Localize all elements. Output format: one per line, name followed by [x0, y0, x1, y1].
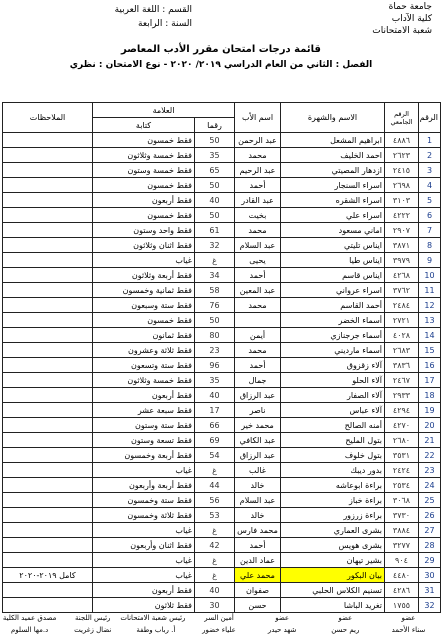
row-notes [3, 163, 93, 178]
signature-name: شهد حيدر [267, 626, 297, 634]
row-father-name: خالد [235, 478, 281, 493]
row-seq: 20 [419, 418, 441, 433]
row-notes [3, 208, 93, 223]
row-father-name: عبد السلام [235, 238, 281, 253]
row-father-name: عبد المعين [235, 283, 281, 298]
table-row [3, 583, 441, 598]
row-father-name: يحيى [235, 253, 281, 268]
row-father-name: عبد السلام [235, 493, 281, 508]
row-seq: 16 [419, 358, 441, 373]
table-row [3, 523, 441, 538]
row-notes [3, 463, 93, 478]
row-notes [3, 403, 93, 418]
row-student-name: تغريد الباشا [281, 598, 385, 613]
row-student-id: ٤٢٢٢ [385, 208, 419, 223]
page-title: قائمة درجات امتحان مقرر الأدب المعاصر [121, 44, 321, 55]
row-student-name: أسماء جرجنازي [281, 328, 385, 343]
col-words-header: كتابة [93, 118, 195, 133]
row-seq: 12 [419, 298, 441, 313]
row-student-id: ٢٤٢٤ [385, 463, 419, 478]
row-father-name: حسن [235, 598, 281, 613]
row-seq: 19 [419, 403, 441, 418]
signature-role: عضو [401, 614, 416, 622]
row-seq: 22 [419, 448, 441, 463]
row-mark-digits: 40 [195, 193, 235, 208]
row-mark-words: فقط خمسة وثلاثون [93, 373, 195, 388]
row-student-name: اسراء عرواني [281, 283, 385, 298]
row-notes [3, 328, 93, 343]
table-row [3, 418, 441, 433]
row-seq: 27 [419, 523, 441, 538]
row-father-name: خالد [235, 508, 281, 523]
signature-name: سناء الأحمد [391, 626, 426, 634]
signature-role: مصدق عميد الكلية [2, 614, 57, 622]
row-notes [3, 598, 93, 613]
row-student-name: بتول خلوف [281, 448, 385, 463]
row-student-id: ٣٠٦٨ [385, 493, 419, 508]
table-row [3, 223, 441, 238]
row-mark-words: فقط ستة وتسعون [93, 358, 195, 373]
row-notes [3, 283, 93, 298]
table-row [3, 133, 441, 148]
row-mark-digits: 76 [195, 298, 235, 313]
table-row [3, 373, 441, 388]
row-seq: 21 [419, 433, 441, 448]
row-student-name: آلاء عباس [281, 403, 385, 418]
row-notes [3, 508, 93, 523]
row-father-name: ناصر [235, 403, 281, 418]
row-mark-digits: 17 [195, 403, 235, 418]
table-row [3, 283, 441, 298]
row-mark-words: فقط أربعة وخمسون [93, 448, 195, 463]
row-student-name: براءة خباز [281, 493, 385, 508]
row-seq: 23 [419, 463, 441, 478]
row-seq: 8 [419, 238, 441, 253]
row-mark-words: غياب [93, 568, 195, 583]
row-student-name: آلاء زقزوق [281, 358, 385, 373]
row-mark-digits: 42 [195, 538, 235, 553]
table-row [3, 253, 441, 268]
row-student-id: ٢٤٨٤ [385, 298, 419, 313]
row-mark-words: فقط ثمانون [93, 328, 195, 343]
row-father-name: محمد [235, 223, 281, 238]
row-student-id: ٣٥٣١ [385, 448, 419, 463]
row-student-id: ٢٤١٥ [385, 163, 419, 178]
row-father-name: صفوان [235, 583, 281, 598]
row-student-name: أسماء مارديني [281, 343, 385, 358]
row-student-name: ازدهار المصيتي [281, 163, 385, 178]
row-student-id: ٤٢٦٨ [385, 268, 419, 283]
row-mark-words: فقط خمسة وستون [93, 163, 195, 178]
row-mark-digits: 58 [195, 283, 235, 298]
row-mark-words: غياب [93, 463, 195, 478]
signature-name: ريم حسن [331, 626, 360, 634]
table-row [3, 598, 441, 613]
row-father-name: عبد القادر [235, 193, 281, 208]
table-row [3, 478, 441, 493]
row-seq: 30 [419, 568, 441, 583]
row-student-id: ٤٤٨٠ [385, 568, 419, 583]
row-father-name: عبد الرحيم [235, 163, 281, 178]
row-mark-words: فقط خمسون [93, 313, 195, 328]
row-father-name: جمال [235, 373, 281, 388]
row-student-name: بشرى هويس [281, 538, 385, 553]
row-mark-digits: 50 [195, 133, 235, 148]
row-father-name: عبد الرزاق [235, 388, 281, 403]
table-row [3, 538, 441, 553]
row-student-name: بدور ديبك [281, 463, 385, 478]
row-notes [3, 223, 93, 238]
signature-name: د.مها السلوم [10, 626, 49, 634]
row-student-name: براءة زرزور [281, 508, 385, 523]
row-father-name: عبد الرزاق [235, 448, 281, 463]
row-student-id: ٤٢٧٠ [385, 418, 419, 433]
row-mark-digits: 35 [195, 148, 235, 163]
row-student-id: ٢٦٩٨ [385, 178, 419, 193]
row-mark-words: فقط أربعون [93, 388, 195, 403]
row-mark-digits: 44 [195, 478, 235, 493]
table-row [3, 298, 441, 313]
row-seq: 9 [419, 253, 441, 268]
row-father-name [235, 313, 281, 328]
row-student-id: ٣٨٨٤ [385, 523, 419, 538]
row-mark-words: فقط ستة وخمسون [93, 493, 195, 508]
table-row [3, 343, 441, 358]
row-mark-words: فقط خمسة وثلاثون [93, 148, 195, 163]
row-notes [3, 133, 93, 148]
row-student-id: ١٧٥٥ [385, 598, 419, 613]
row-father-name: عبد الكافي [235, 433, 281, 448]
row-mark-words: فقط أربعون [93, 193, 195, 208]
table-row [3, 358, 441, 373]
row-student-id: ٢٤٦٧ [385, 373, 419, 388]
row-student-name: بشير تيهان [281, 553, 385, 568]
table-row [3, 463, 441, 478]
table-row [3, 268, 441, 283]
row-seq: 4 [419, 178, 441, 193]
table-row [3, 388, 441, 403]
row-mark-words: فقط أربعة وأربعون [93, 478, 195, 493]
row-mark-digits: غ [195, 253, 235, 268]
row-mark-digits: 69 [195, 433, 235, 448]
row-mark-words: فقط ستة وسبعون [93, 298, 195, 313]
row-mark-digits: 34 [195, 268, 235, 283]
row-student-name: ايناس طيا [281, 253, 385, 268]
signature-role: عضو [338, 614, 353, 622]
row-mark-words: فقط سبعة عشر [93, 403, 195, 418]
row-notes [3, 298, 93, 313]
signature-role: أمين السر [204, 614, 234, 622]
row-student-name: ايناس قاسم [281, 268, 385, 283]
row-mark-digits: 50 [195, 208, 235, 223]
signature-name: علياء خضور [202, 626, 236, 634]
row-student-name: أسماء الخضر [281, 313, 385, 328]
row-mark-digits: 54 [195, 448, 235, 463]
table-row [3, 238, 441, 253]
row-seq: 13 [419, 313, 441, 328]
row-seq: 14 [419, 328, 441, 343]
row-father-name: عماد الدين [235, 553, 281, 568]
signature-name: نضال زغريت [74, 626, 112, 634]
row-mark-words: فقط أربعة وثلاثون [93, 268, 195, 283]
row-seq: 3 [419, 163, 441, 178]
row-mark-digits: 35 [195, 373, 235, 388]
row-notes [3, 553, 93, 568]
row-mark-words: فقط اثنان وثلاثون [93, 238, 195, 253]
faculty-name: كلية الآداب [391, 14, 432, 24]
row-mark-words: فقط ستة وستون [93, 418, 195, 433]
row-student-name: أمنه الصالح [281, 418, 385, 433]
row-student-id: ٢٩٣٣ [385, 388, 419, 403]
row-student-name: براءة ابوعاشه [281, 478, 385, 493]
row-mark-words: فقط خمسون [93, 208, 195, 223]
col-notes-header: الملاحظات [3, 103, 93, 133]
row-notes [3, 373, 93, 388]
row-notes [3, 148, 93, 163]
table-row [3, 448, 441, 463]
row-student-name: أحمد القاسم [281, 298, 385, 313]
row-father-name: محمد [235, 298, 281, 313]
row-student-id: ٣٩٧٩ [385, 253, 419, 268]
row-notes [3, 343, 93, 358]
row-mark-words: فقط ثلاثة وعشرون [93, 343, 195, 358]
exams-office: شعبة الامتحانات [372, 26, 432, 36]
row-student-name: ايناس تليتي [281, 238, 385, 253]
row-mark-digits: 66 [195, 418, 235, 433]
page-subtitle: الفصل : الثاني من العام الدراسي ٢٠١٩/ ٢٠٢٠ - نوع الامتحان : نظري [69, 60, 373, 70]
row-notes [3, 193, 93, 208]
row-mark-digits: غ [195, 553, 235, 568]
row-notes [3, 313, 93, 328]
row-student-id: ٢٥٣٤ [385, 478, 419, 493]
row-mark-digits: 23 [195, 343, 235, 358]
row-seq: 6 [419, 208, 441, 223]
row-student-id: ٤٨٨٦ [385, 133, 419, 148]
row-father-name: غالب [235, 463, 281, 478]
table-row [3, 508, 441, 523]
row-father-name: أحمد [235, 538, 281, 553]
signature-role: رئيس اللجنة [75, 614, 111, 622]
col-digits-header: رقما [195, 118, 235, 133]
row-student-id: ٢٦٨٠ [385, 433, 419, 448]
row-mark-words: فقط تسعة وستون [93, 433, 195, 448]
row-student-name: آلاء الحلو [281, 373, 385, 388]
table-row [3, 553, 441, 568]
row-student-id: ٢٩٠٧ [385, 223, 419, 238]
table-row [3, 193, 441, 208]
row-notes [3, 523, 93, 538]
row-father-name: أيمن [235, 328, 281, 343]
row-mark-words: فقط ثلاثة وخمسون [93, 508, 195, 523]
row-father-name: أحمد [235, 268, 281, 283]
row-notes: كامل ٢٠١٩-٢٠٢٠ [3, 568, 93, 583]
row-mark-digits: 50 [195, 178, 235, 193]
row-mark-digits: 53 [195, 508, 235, 523]
signature-role: رئيس شعبة الامتحانات [120, 614, 186, 622]
row-father-name: بخيت [235, 208, 281, 223]
row-father-name: محمد [235, 148, 281, 163]
row-student-id: ٣١٠٣ [385, 193, 419, 208]
row-mark-words: فقط اثنان وأربعون [93, 538, 195, 553]
row-mark-words: غياب [93, 553, 195, 568]
marks-table [2, 102, 441, 613]
signature-name: أ. رباب وطفة [136, 626, 176, 634]
row-notes [3, 493, 93, 508]
row-mark-digits: غ [195, 568, 235, 583]
row-mark-digits: 61 [195, 223, 235, 238]
table-row [3, 148, 441, 163]
row-seq: 10 [419, 268, 441, 283]
table-row [3, 208, 441, 223]
row-mark-digits: 65 [195, 163, 235, 178]
row-notes [3, 358, 93, 373]
row-seq: 28 [419, 538, 441, 553]
row-mark-words: فقط ثمانية وخمسون [93, 283, 195, 298]
row-student-name: احمد الخليف [281, 148, 385, 163]
row-notes [3, 448, 93, 463]
university-name: جامعة حماة [388, 2, 432, 12]
year-label: السنة : الرابعة [138, 19, 192, 29]
row-student-id: ٢٧٢١ [385, 313, 419, 328]
row-notes [3, 178, 93, 193]
row-seq: 26 [419, 508, 441, 523]
row-father-name: محمد خير [235, 418, 281, 433]
row-mark-words: فقط خمسون [93, 178, 195, 193]
table-row [3, 178, 441, 193]
row-mark-digits: 40 [195, 388, 235, 403]
col-id-header: الرقم الجامعي [385, 103, 419, 133]
row-mark-digits: غ [195, 463, 235, 478]
row-father-name: أحمد [235, 178, 281, 193]
row-student-id: ٤٢٩٤ [385, 403, 419, 418]
row-student-id: ٣٢٧٧ [385, 538, 419, 553]
table-row [3, 163, 441, 178]
row-seq: 7 [419, 223, 441, 238]
row-mark-digits: 40 [195, 583, 235, 598]
row-mark-digits: 50 [195, 313, 235, 328]
row-student-name: بتول المليح [281, 433, 385, 448]
row-student-id: ٣٧٦٢ [385, 283, 419, 298]
row-seq: 32 [419, 598, 441, 613]
row-student-name: اسراء الشقره [281, 193, 385, 208]
row-student-name: بيان البكور [281, 568, 385, 583]
signature-role: عضو [275, 614, 290, 622]
row-father-name: أحمد [235, 358, 281, 373]
row-father-name: محمد علي [235, 568, 281, 583]
row-student-id: ٢٦٢٣ [385, 148, 419, 163]
row-seq: 15 [419, 343, 441, 358]
col-name-header: الاسم والشهرة [281, 103, 385, 133]
row-seq: 17 [419, 373, 441, 388]
row-notes [3, 253, 93, 268]
table-row [3, 403, 441, 418]
table-row [3, 328, 441, 343]
row-student-name: ابراهيم المشعل [281, 133, 385, 148]
row-student-id: ٤٢٨٦ [385, 583, 419, 598]
row-mark-words: غياب [93, 523, 195, 538]
row-student-id: ٤٠٢٨ [385, 328, 419, 343]
row-seq: 29 [419, 553, 441, 568]
row-father-name: محمد [235, 343, 281, 358]
row-father-name: محمد فارس [235, 523, 281, 538]
row-student-name: اسراء علي [281, 208, 385, 223]
row-mark-words: فقط ثلاثون [93, 598, 195, 613]
row-notes [3, 388, 93, 403]
row-mark-digits: 80 [195, 328, 235, 343]
row-student-name: تسنيم الكلاس الحلبي [281, 583, 385, 598]
table-row [3, 313, 441, 328]
row-mark-digits: 56 [195, 493, 235, 508]
row-mark-words: غياب [93, 253, 195, 268]
row-notes [3, 583, 93, 598]
row-seq: 2 [419, 148, 441, 163]
table-row [3, 433, 441, 448]
row-student-id: ٣٨٣٦ [385, 358, 419, 373]
row-student-name: بشرى العماري [281, 523, 385, 538]
col-mark-header: العلامة [93, 103, 235, 118]
row-notes [3, 268, 93, 283]
row-notes [3, 538, 93, 553]
row-seq: 11 [419, 283, 441, 298]
row-student-id: ٩٠٤ [385, 553, 419, 568]
row-mark-digits: 32 [195, 238, 235, 253]
row-seq: 1 [419, 133, 441, 148]
row-student-name: اسراء السنجار [281, 178, 385, 193]
col-seq-header: الرقم [419, 103, 441, 133]
row-student-id: ٣٨٧١ [385, 238, 419, 253]
row-student-id: ٢٦٨٣ [385, 343, 419, 358]
row-mark-words: فقط أربعون [93, 583, 195, 598]
row-mark-words: فقط خمسون [93, 133, 195, 148]
row-notes [3, 433, 93, 448]
row-seq: 25 [419, 493, 441, 508]
row-father-name: عبد الرحمن [235, 133, 281, 148]
row-mark-words: فقط واحد وستون [93, 223, 195, 238]
row-mark-digits: 30 [195, 598, 235, 613]
row-student-id: ٣٧٣٠ [385, 508, 419, 523]
col-father-header: اسم الأب [235, 103, 281, 133]
row-mark-digits: غ [195, 523, 235, 538]
row-student-name: اماني مسعود [281, 223, 385, 238]
row-seq: 5 [419, 193, 441, 208]
department-label: القسم : اللغة العربية [114, 5, 192, 15]
table-row [3, 568, 441, 583]
row-student-name: آلاء الصفار [281, 388, 385, 403]
row-notes [3, 418, 93, 433]
row-mark-digits: 96 [195, 358, 235, 373]
row-seq: 31 [419, 583, 441, 598]
row-notes [3, 238, 93, 253]
row-seq: 24 [419, 478, 441, 493]
row-seq: 18 [419, 388, 441, 403]
row-notes [3, 478, 93, 493]
table-row [3, 493, 441, 508]
